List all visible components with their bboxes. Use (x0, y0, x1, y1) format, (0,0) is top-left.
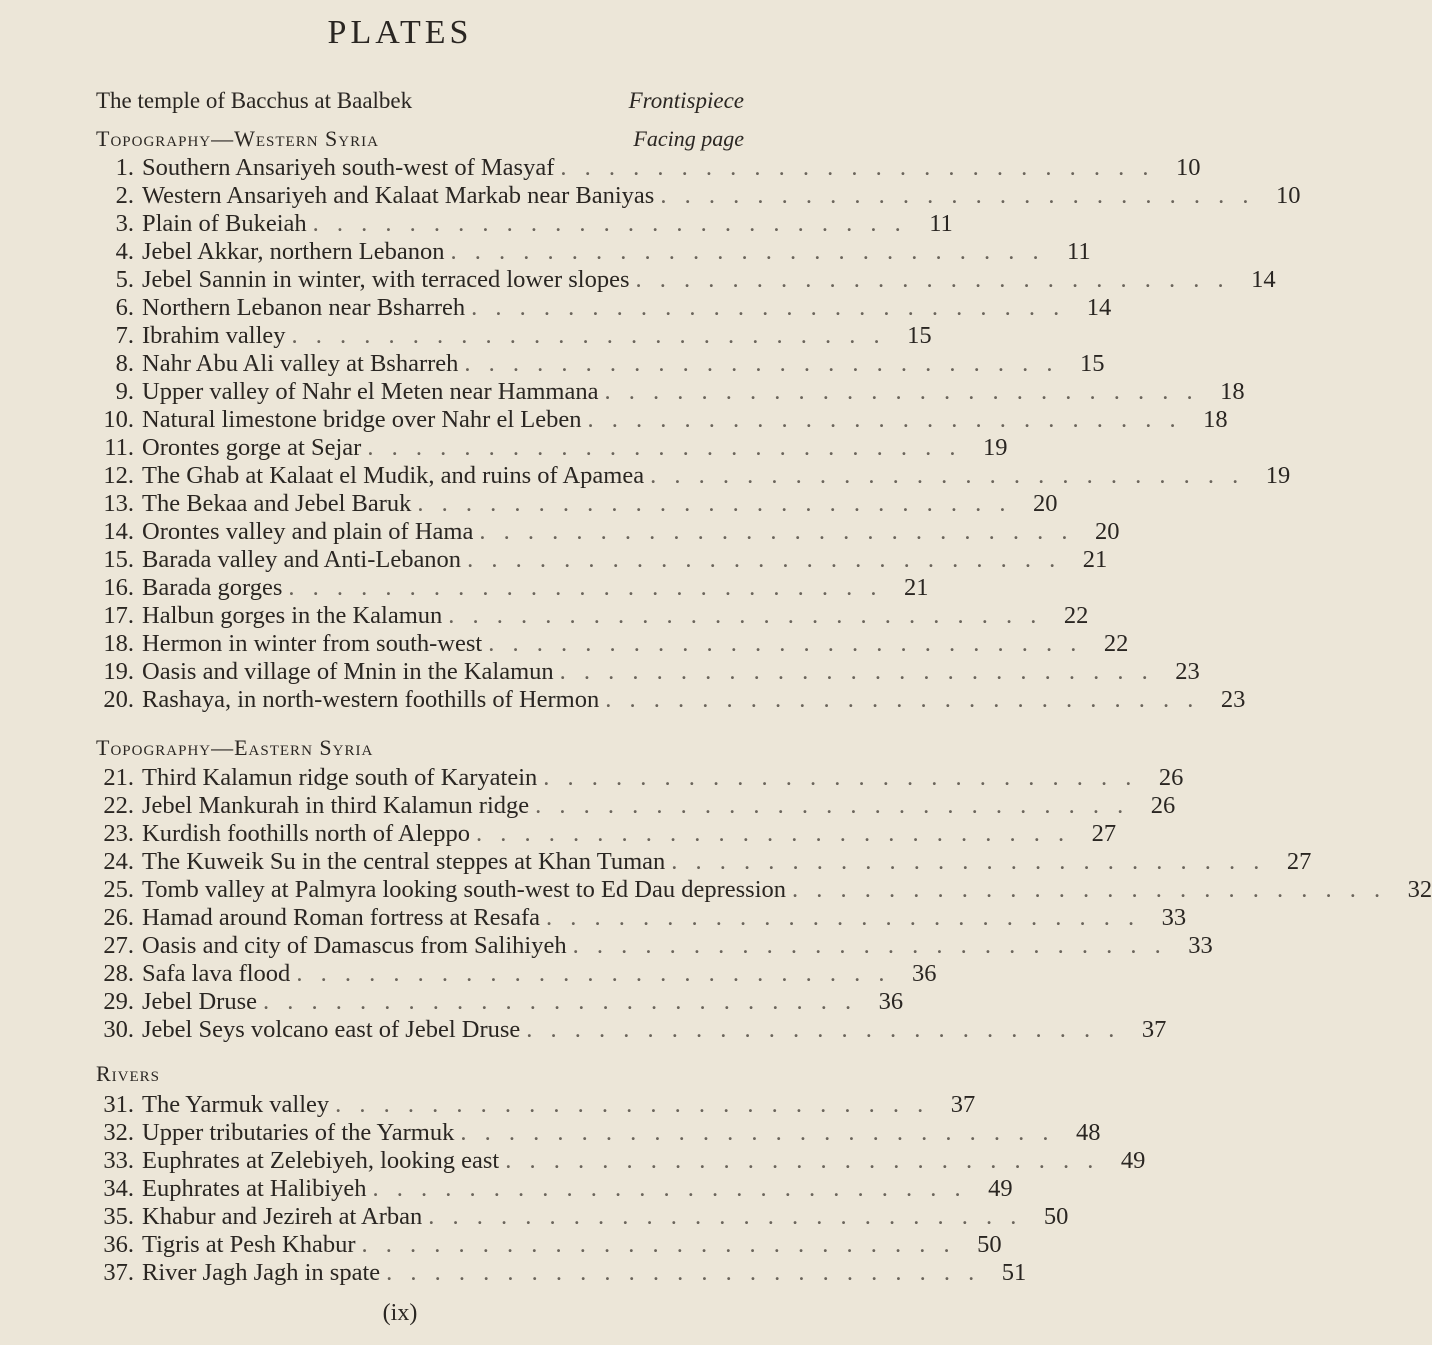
plate-title: Jebel Druse (142, 988, 257, 1015)
plate-number: 11. (104, 434, 134, 461)
page-ref: 14 (1086, 294, 1112, 321)
plate-number: 30. (103, 1016, 134, 1043)
list-item (88, 322, 932, 350)
section-heading-eastern (96, 735, 744, 761)
plate-number: 31. (103, 1091, 134, 1118)
leader-dots (554, 658, 1154, 686)
plate-number: 13. (103, 490, 134, 517)
page-ref: 18 (1203, 406, 1228, 433)
plate-title: Halbun gorges in the Kalamun (142, 602, 443, 629)
leader-dots (540, 904, 1140, 932)
plate-number: 12. (103, 462, 134, 489)
plate-number: 7. (115, 322, 134, 349)
plate-number: 1. (115, 154, 134, 181)
plate-number: 32. (103, 1119, 134, 1146)
list-item (88, 792, 1176, 820)
page-ref: 32 (1407, 876, 1432, 903)
leader-dots (567, 932, 1167, 960)
leader-dots (361, 434, 961, 462)
leader-dots (444, 238, 1044, 266)
section-title: Rivers (96, 1061, 161, 1086)
list-item (88, 434, 1008, 462)
plate-title: Plain of Bukeiah (142, 210, 307, 237)
list-item (88, 210, 953, 238)
plate-number: 19. (103, 658, 134, 685)
page-ref: 36 (911, 960, 937, 987)
plate-number: 5. (115, 266, 134, 293)
list-item (88, 932, 1213, 960)
page-ref: 33 (1188, 932, 1213, 959)
plate-title: Jebel Seys volcano east of Jebel Druse (142, 1016, 521, 1043)
leader-dots (380, 1259, 980, 1287)
leader-dots (442, 602, 1042, 630)
plate-title: Barada gorges (142, 574, 283, 601)
plate-title: Hamad around Roman fortress at Resafa (142, 904, 540, 931)
plate-title: Rashaya, in north-western foothills of Hermon (142, 686, 600, 713)
leader-dots (470, 820, 1070, 848)
plate-number: 14. (103, 518, 134, 545)
plate-title: The Kuweik Su in the central steppes at Khan Tuman (142, 848, 666, 875)
leader-dots (581, 406, 1181, 434)
section-title: Topography—Western Syria (96, 126, 379, 151)
list-item (88, 154, 1201, 182)
leader-dots (520, 1016, 1120, 1044)
plate-number: 27. (103, 932, 134, 959)
section-title: Topography—Eastern Syria (96, 735, 374, 760)
plate-title: River Jagh Jagh in spate (142, 1259, 381, 1286)
leader-dots (307, 210, 907, 238)
plate-number: 36. (103, 1231, 134, 1258)
plate-number: 8. (115, 350, 134, 377)
leader-dots (554, 154, 1154, 182)
page-ref: 15 (907, 322, 932, 349)
plates-list-western (88, 154, 1301, 714)
plate-title: Third Kalamun ridge south of Karyatein (142, 764, 538, 791)
plate-title: The Bekaa and Jebel Baruk (142, 490, 412, 517)
list-item (88, 876, 1432, 904)
leader-dots (537, 764, 1137, 792)
plate-title: Nahr Abu Ali valley at Bsharreh (142, 350, 459, 377)
plate-number: 16. (103, 574, 134, 601)
page-ref: 51 (1001, 1259, 1027, 1286)
page-title: PLATES (327, 14, 473, 51)
list-item (88, 988, 904, 1016)
plate-number: 37. (103, 1259, 134, 1286)
list-item (88, 1259, 1027, 1287)
page-ref: 37 (1141, 1016, 1167, 1043)
plate-number: 33. (103, 1147, 134, 1174)
leader-dots (461, 546, 1061, 574)
plate-title: Hermon in winter from south-west (142, 630, 483, 657)
leader-dots (465, 294, 1065, 322)
section-heading-rivers (96, 1061, 744, 1087)
page-ref: 49 (1120, 1147, 1146, 1174)
plate-title: Barada valley and Anti-Lebanon (142, 546, 462, 573)
leader-dots (654, 182, 1254, 210)
plate-number: 20. (103, 686, 134, 713)
leader-dots (598, 378, 1198, 406)
list-item (88, 1016, 1167, 1044)
plate-title: Tomb valley at Palmyra looking south-west to Ed Dau depression (142, 876, 787, 903)
page-ref: 20 (1033, 490, 1058, 517)
plate-title: The Ghab at Kalaat el Mudik, and ruins of Apamea (142, 462, 645, 489)
plate-number: 29. (103, 988, 134, 1015)
page-ref: 50 (1043, 1203, 1069, 1230)
frontispiece-label: The temple of Bacchus at Baalbek (96, 88, 413, 113)
page-ref: 23 (1175, 658, 1200, 685)
plate-number: 26. (103, 904, 134, 931)
page-ref: 19 (1265, 462, 1291, 489)
plate-number: 28. (103, 960, 134, 987)
page-ref: 10 (1275, 182, 1301, 209)
leader-dots (282, 574, 882, 602)
plate-number: 25. (103, 876, 134, 903)
plate-title: Upper valley of Nahr el Meten near Hammana (142, 378, 599, 405)
list-item (88, 378, 1245, 406)
plate-number: 35. (103, 1203, 134, 1230)
page-ref: 37 (950, 1091, 976, 1118)
leader-dots (454, 1119, 1054, 1147)
leader-dots (411, 490, 1011, 518)
plate-title: Orontes valley and plain of Hama (142, 518, 474, 545)
plate-title: Natural limestone bridge over Nahr el Leben (142, 406, 582, 433)
list-item (88, 1175, 1013, 1203)
plate-number: 18. (103, 630, 134, 657)
plate-number: 34. (103, 1175, 134, 1202)
leader-dots (786, 876, 1386, 904)
leader-dots (257, 988, 857, 1016)
leader-dots (599, 686, 1199, 714)
list-item (88, 764, 1184, 792)
list-item (88, 462, 1291, 490)
leader-dots (644, 462, 1244, 490)
page-ref: 11 (1066, 238, 1091, 265)
leader-dots (529, 792, 1129, 820)
plate-number: 17. (103, 602, 134, 629)
page-ref: 50 (977, 1231, 1002, 1258)
plate-number: 21. (103, 764, 134, 791)
list-item (88, 238, 1091, 266)
plate-title: Euphrates at Halibiyeh (142, 1175, 367, 1202)
page-ref: 10 (1175, 154, 1201, 181)
list-item (88, 350, 1105, 378)
list-item (88, 1119, 1101, 1147)
leader-dots (422, 1203, 1022, 1231)
plate-title: Oasis and city of Damascus from Salihiyeh (142, 932, 567, 959)
plate-title: The Yarmuk valley (142, 1091, 330, 1118)
frontispiece-page: Frontispiece (628, 88, 744, 113)
list-item (88, 630, 1129, 658)
list-item (88, 960, 937, 988)
list-item (88, 904, 1187, 932)
page-ref: 21 (1082, 546, 1108, 573)
plate-title: Kurdish foothills north of Aleppo (142, 820, 471, 847)
plate-title: Ibrahim valley (142, 322, 286, 349)
plate-title: Western Ansariyeh and Kalaat Markab near Baniyas (142, 182, 655, 209)
page-ref: 27 (1286, 848, 1312, 875)
facing-page-label: Facing page (633, 126, 744, 151)
leader-dots (329, 1091, 929, 1119)
leader-dots (355, 1231, 955, 1259)
leader-dots (290, 960, 890, 988)
plate-number: 9. (115, 378, 134, 405)
list-item (88, 1231, 1002, 1259)
plate-title: Oasis and village of Mnin in the Kalamun (142, 658, 554, 685)
page-ref: 19 (982, 434, 1008, 461)
page-ref: 21 (904, 574, 929, 601)
list-item (88, 602, 1089, 630)
page-ref: 15 (1080, 350, 1105, 377)
page-ref: 11 (929, 210, 953, 237)
list-item (88, 1203, 1069, 1231)
leader-dots (367, 1175, 967, 1203)
page-ref: 33 (1161, 904, 1187, 931)
plate-title: Jebel Sannin in winter, with terraced lower slopes (142, 266, 630, 293)
plate-number: 15. (103, 546, 134, 573)
list-item (88, 546, 1108, 574)
plate-title: Orontes gorge at Sejar (142, 434, 362, 461)
leader-dots (630, 266, 1230, 294)
plate-number: 10. (103, 406, 134, 433)
list-item (88, 686, 1246, 714)
plate-number: 22. (103, 792, 134, 819)
plate-title: Upper tributaries of the Yarmuk (142, 1119, 455, 1146)
page-ref: 20 (1094, 518, 1120, 545)
list-item (88, 490, 1058, 518)
list-item (88, 518, 1120, 546)
plates-list-rivers (88, 1091, 1146, 1287)
plate-number: 24. (103, 848, 134, 875)
leader-dots (499, 1147, 1099, 1175)
plate-number: 2. (115, 182, 134, 209)
list-item (88, 266, 1276, 294)
plate-title: Khabur and Jezireh at Arban (142, 1203, 423, 1230)
page-ref: 22 (1063, 602, 1089, 629)
list-item (88, 182, 1301, 210)
frontispiece-line (96, 88, 744, 114)
plate-title: Tigris at Pesh Khabur (142, 1231, 356, 1258)
page-ref: 27 (1091, 820, 1117, 847)
plate-title: Southern Ansariyeh south-west of Masyaf (142, 154, 555, 181)
list-item (88, 1147, 1146, 1175)
leader-dots (286, 322, 886, 350)
page-ref: 18 (1220, 378, 1245, 405)
plate-title: Northern Lebanon near Bsharreh (142, 294, 466, 321)
page-ref: 36 (878, 988, 904, 1015)
list-item (88, 406, 1228, 434)
plates-list-eastern (88, 764, 1432, 1044)
leader-dots (458, 350, 1058, 378)
plate-number: 23. (103, 820, 134, 847)
page-ref: 26 (1150, 792, 1176, 819)
page-ref: 49 (988, 1175, 1013, 1202)
page-ref: 14 (1251, 266, 1276, 293)
page-ref: 23 (1220, 686, 1246, 713)
plate-number: 3. (115, 210, 134, 237)
plate-number: 6. (115, 294, 134, 321)
plate-title: Euphrates at Zelebiyeh, looking east (142, 1147, 500, 1174)
leader-dots (665, 848, 1265, 876)
plate-title: Jebel Akkar, northern Lebanon (142, 238, 445, 265)
list-item (88, 574, 929, 602)
page-ref: 22 (1103, 630, 1129, 657)
plate-title: Jebel Mankurah in third Kalamun ridge (142, 792, 530, 819)
list-item (88, 294, 1112, 322)
leader-dots (473, 518, 1073, 546)
page-ref: 26 (1158, 764, 1184, 791)
list-item (88, 658, 1200, 686)
plate-title: Safa lava flood (142, 960, 291, 987)
section-heading-western (96, 126, 744, 152)
list-item (88, 848, 1312, 876)
leader-dots (482, 630, 1082, 658)
list-item (88, 820, 1117, 848)
list-item (88, 1091, 976, 1119)
page-number: (ix) (382, 1300, 418, 1326)
plate-number: 4. (115, 238, 134, 265)
page-ref: 48 (1075, 1119, 1101, 1146)
